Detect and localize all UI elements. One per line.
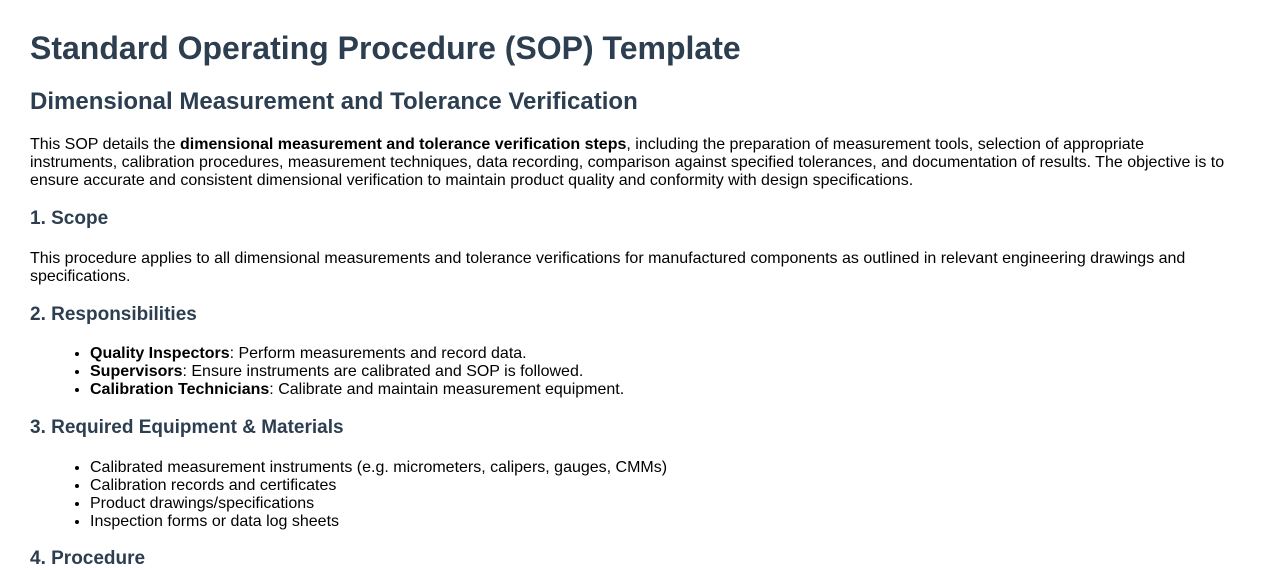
- role-description: : Calibrate and maintain measurement equipment.: [269, 381, 625, 398]
- intro-suffix: , including the preparation of measurement tools, selection of appropriate instruments, calibration procedures, measurement techniques, data recording, comparison against specified tolerances, and documentation of results. The objective is to ensure accurate and consistent dimensional verification to maintain product quality and conformity with design specifications.: [30, 136, 1225, 189]
- list-item: [90, 345, 624, 363]
- list-item: • Calibrated measurement instruments (e.g. micrometers, calipers, gauges, CMMs): [90, 459, 667, 477]
- list-item: • Inspection forms or data log sheets: [90, 513, 667, 531]
- role-description: : Perform measurements and record data.: [229, 345, 527, 362]
- intro-prefix: This SOP details the: [30, 136, 180, 153]
- list-item: [90, 381, 624, 399]
- scope-text: This procedure applies to all dimensional measurements and tolerance verifications for manufactured components as outlined in relevant engineering drawings and specifications.: [30, 250, 1186, 285]
- list-item: • Product drawings/specifications: [90, 495, 667, 513]
- intro-paragraph: [30, 136, 1235, 190]
- section-heading-scope: 1. Scope: [30, 208, 109, 229]
- document-subtitle: Dimensional Measurement and Tolerance Verification: [30, 88, 638, 115]
- list-item: [90, 363, 624, 381]
- responsibilities-list: [30, 345, 624, 399]
- role-label: Quality Inspectors: [90, 345, 230, 362]
- role-label: Supervisors: [90, 363, 183, 380]
- section-heading-procedure: 4. Procedure: [30, 548, 146, 569]
- section-heading-responsibilities: 2. Responsibilities: [30, 304, 197, 325]
- list-item: • Calibration records and certificates: [90, 477, 667, 495]
- section-heading-equipment: 3. Required Equipment & Materials: [30, 417, 344, 438]
- role-description: : Ensure instruments are calibrated and SOP is followed.: [182, 363, 584, 380]
- equipment-list: [30, 459, 667, 531]
- role-label: Calibration Technicians: [90, 381, 270, 398]
- document-title: Standard Operating Procedure (SOP) Template: [30, 30, 741, 66]
- intro-bold: dimensional measurement and tolerance verification steps: [180, 136, 627, 153]
